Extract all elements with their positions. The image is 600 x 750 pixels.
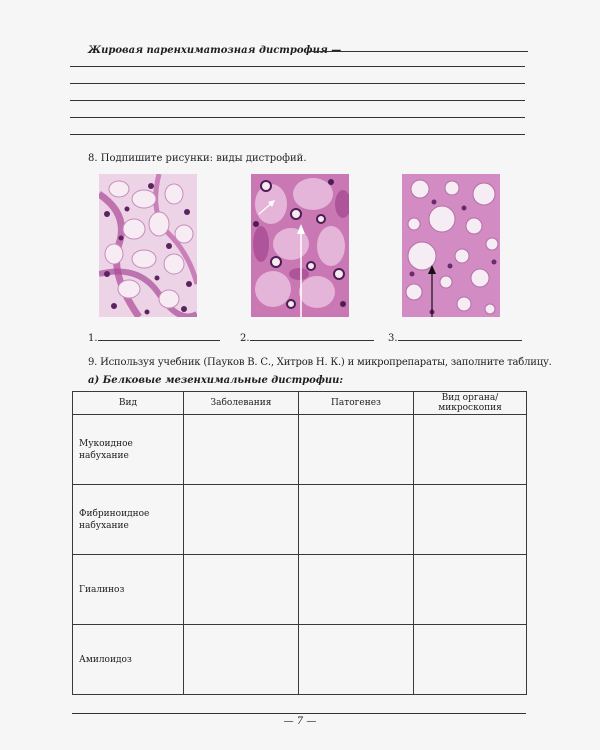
answer-line	[70, 66, 525, 67]
figure-caption-1	[88, 331, 220, 344]
answer-line	[70, 117, 525, 118]
table-row	[73, 485, 527, 555]
micrograph-1	[99, 174, 197, 317]
table-row	[73, 555, 527, 625]
fatty-dystrophy-line	[88, 38, 528, 54]
micrograph-3	[402, 174, 500, 317]
question-9: 9. Используя учебник (Пауков В. С., Хитров Н. К.) и микропрепараты, заполните таблицу.	[88, 357, 552, 368]
figure-caption-3	[388, 331, 522, 344]
dystrophy-table	[72, 391, 527, 695]
row-label: Мукоидное набухание	[73, 415, 184, 485]
answer-cell[interactable]	[414, 555, 527, 625]
caption-number: 2.	[240, 333, 250, 344]
footer-rule	[72, 713, 526, 714]
caption-number: 1.	[88, 333, 98, 344]
caption-blank	[398, 331, 522, 341]
table-header-row	[73, 392, 527, 415]
column-header: Патогенез	[299, 392, 414, 415]
column-header: Заболевания	[184, 392, 299, 415]
caption-blank	[98, 331, 220, 341]
answer-line	[70, 100, 525, 101]
caption-blank	[250, 331, 374, 341]
question-8: 8. Подпишите рисунки: виды дистрофий.	[88, 153, 307, 164]
fatty-dystrophy-heading: Жировая паренхиматозная дистрофия —	[88, 45, 342, 56]
answer-cell[interactable]	[299, 485, 414, 555]
answer-cell[interactable]	[184, 625, 299, 695]
answer-cell[interactable]	[414, 415, 527, 485]
answer-line	[70, 83, 525, 84]
column-header: Вид	[73, 392, 184, 415]
answer-rule	[308, 51, 528, 52]
column-header: Вид органа/ микроскопия	[414, 392, 527, 415]
answer-cell[interactable]	[299, 625, 414, 695]
answer-cell[interactable]	[414, 625, 527, 695]
answer-cell[interactable]	[184, 555, 299, 625]
row-label: Гиалиноз	[73, 555, 184, 625]
row-label: Фибриноидное набухание	[73, 485, 184, 555]
answer-line	[70, 134, 525, 135]
caption-number: 3.	[388, 333, 398, 344]
answer-cell[interactable]	[184, 485, 299, 555]
table-row	[73, 415, 527, 485]
answer-cell[interactable]	[414, 485, 527, 555]
answer-cell[interactable]	[299, 415, 414, 485]
answer-cell[interactable]	[184, 415, 299, 485]
table-row	[73, 625, 527, 695]
row-label: Амилоидоз	[73, 625, 184, 695]
page-number: — 7 —	[283, 716, 317, 727]
micrograph-2	[251, 174, 349, 317]
figure-caption-2	[240, 331, 374, 344]
answer-cell[interactable]	[299, 555, 414, 625]
subsection-heading: а) Белковые мезенхимальные дистрофии:	[88, 375, 344, 386]
